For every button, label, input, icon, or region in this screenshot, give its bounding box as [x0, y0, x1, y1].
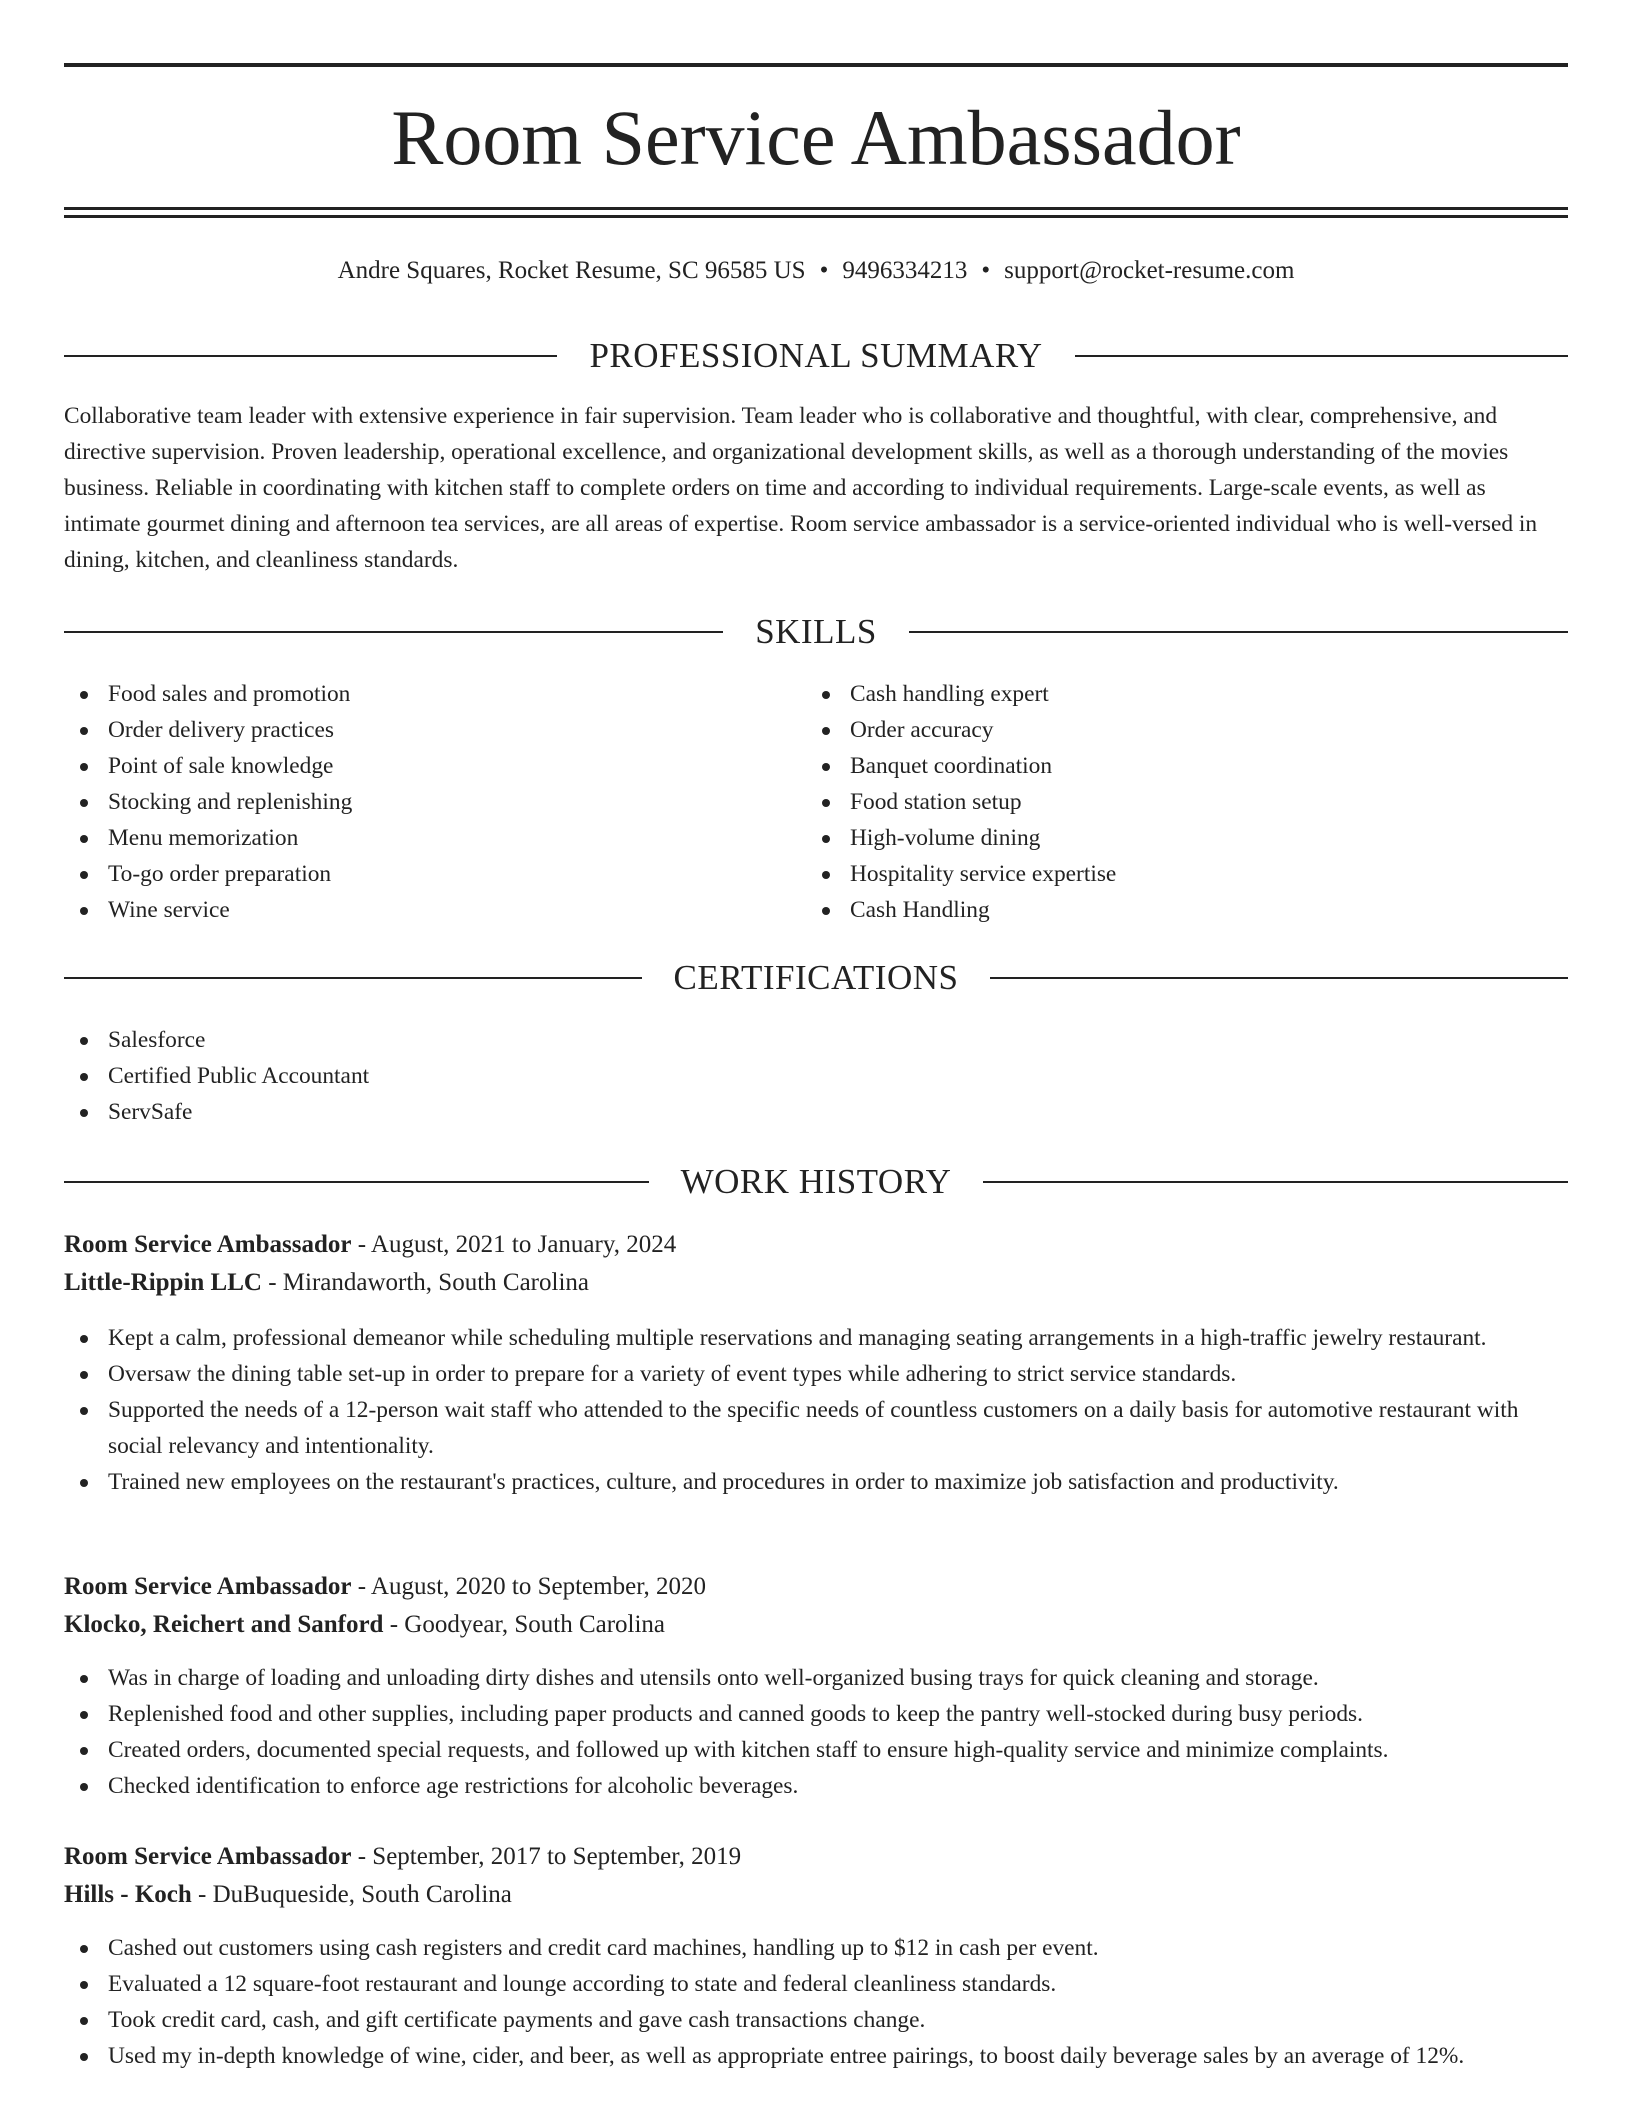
skills-list-left	[64, 676, 804, 928]
heading-rule-left	[64, 1181, 649, 1183]
section-heading-summary	[64, 334, 1568, 378]
resume-title: Room Service Ambassador	[391, 94, 1241, 181]
contact-phone: 9496334213	[842, 257, 968, 284]
job-bullet: Used my in-depth knowledge of wine, cider, and beer, as well as appropriate entree pairings, to boost daily beverage sales by an average of 12%.	[64, 2038, 1568, 2074]
job-bullet: Replenished food and other supplies, including paper products and canned goods to keep the pantry well-stocked during busy periods.	[64, 1696, 1568, 1732]
certification-item: ServSafe	[64, 1094, 1568, 1130]
skill-item: Food sales and promotion	[64, 676, 804, 712]
job-location: - Mirandaworth, South Carolina	[261, 1269, 589, 1296]
job-location: - DuBuqueside, South Carolina	[191, 1881, 512, 1908]
skill-item: Cash handling expert	[806, 676, 1566, 712]
heading-rule-right	[983, 1181, 1568, 1183]
skill-item: Hospitality service expertise	[806, 856, 1566, 892]
job-company: Klocko, Reichert and Sanford	[64, 1611, 384, 1638]
job-bullet: Trained new employees on the restaurant's practices, culture, and procedures in order to maximize job satisfaction and productivity.	[64, 1464, 1568, 1500]
top-rule	[64, 63, 1568, 67]
skill-item: To-go order preparation	[64, 856, 804, 892]
heading-rule-left	[64, 355, 557, 357]
heading-rule-left	[64, 977, 642, 979]
job-title-line	[64, 1568, 1568, 1606]
job-bullets	[64, 1660, 1568, 1804]
job-company-line	[64, 1264, 1568, 1302]
skill-item: Point of sale knowledge	[64, 748, 804, 784]
skill-item: Food station setup	[806, 784, 1566, 820]
skill-item: High-volume dining	[806, 820, 1566, 856]
job-company-line	[64, 1876, 1568, 1914]
heading-rule-right	[909, 631, 1568, 633]
professional-summary-text: Collaborative team leader with extensive experience in fair supervision. Team leader who is collaborative and thoughtful, with clear, comprehensive, and directive supervision. Proven leadership, operational excellence, and organizational development skills, as well as a thorough understanding of the movies business. Reliable in coordinating with kitchen staff to complete orders on time and according to individual requirements. Large-scale events, as well as intimate gourmet dining and afternoon tea services, are all areas of expertise. Room service ambassador is a service-oriented individual who is well-versed in dining, kitchen, and cleanliness standards.	[64, 403, 1538, 573]
job-bullet: Was in charge of loading and unloading dirty dishes and utensils onto well-organized busing trays for quick cleaning and storage.	[64, 1660, 1568, 1696]
heading-rule-right	[1075, 355, 1568, 357]
section-title-skills: SKILLS	[755, 612, 877, 651]
contact-separator: •	[819, 257, 829, 284]
job-title: Room Service Ambassador	[64, 1231, 352, 1258]
job-bullet: Supported the needs of a 12-person wait staff who attended to the specific needs of countless customers on a daily basis for automotive restaurant with social relevancy and intentionality.	[64, 1392, 1568, 1464]
contact-address: Andre Squares, Rocket Resume, SC 96585 US	[337, 257, 806, 284]
section-heading-certifications	[64, 956, 1568, 1000]
skill-item: Cash Handling	[806, 892, 1566, 928]
job-bullet: Created orders, documented special requests, and followed up with kitchen staff to ensure high-quality service and minimize complaints.	[64, 1732, 1568, 1768]
job-title-line	[64, 1838, 1568, 1876]
job-bullet: Cashed out customers using cash registers and credit card machines, handling up to $12 in cash per event.	[64, 1930, 1568, 1966]
skill-item: Order accuracy	[806, 712, 1566, 748]
certification-item: Certified Public Accountant	[64, 1058, 1568, 1094]
job-bullet: Kept a calm, professional demeanor while scheduling multiple reservations and managing seating arrangements in a high-traffic jewelry restaurant.	[64, 1320, 1568, 1356]
certifications-list	[64, 1022, 1568, 1130]
title-rule-lower	[64, 215, 1568, 218]
job-bullets	[64, 1320, 1568, 1500]
heading-rule-right	[990, 977, 1568, 979]
job-bullet: Oversaw the dining table set-up in order to prepare for a variety of event types while adhering to strict service standards.	[64, 1356, 1568, 1392]
job-title: Room Service Ambassador	[64, 1843, 352, 1870]
job-bullets	[64, 1930, 1568, 2074]
contact-email: support@rocket-resume.com	[1004, 257, 1295, 284]
section-title-work-history: WORK HISTORY	[680, 1162, 952, 1201]
job-dates: - September, 2017 to September, 2019	[351, 1843, 742, 1870]
job-company: Hills - Koch	[64, 1881, 192, 1908]
job-bullet: Took credit card, cash, and gift certificate payments and gave cash transactions change.	[64, 2002, 1568, 2038]
skill-item: Banquet coordination	[806, 748, 1566, 784]
job-bullet: Checked identification to enforce age restrictions for alcoholic beverages.	[64, 1768, 1568, 1804]
skill-item: Menu memorization	[64, 820, 804, 856]
title-rule-upper	[64, 207, 1568, 210]
skill-item: Order delivery practices	[64, 712, 804, 748]
contact-line	[64, 253, 1568, 289]
skills-list-right	[806, 676, 1566, 928]
job-title: Room Service Ambassador	[64, 1573, 352, 1600]
contact-separator: •	[981, 257, 991, 284]
section-heading-skills	[64, 610, 1568, 654]
job-title-line	[64, 1226, 1568, 1264]
skill-item: Wine service	[64, 892, 804, 928]
heading-rule-left	[64, 631, 723, 633]
job-location: - Goodyear, South Carolina	[383, 1611, 666, 1638]
section-heading-work-history	[64, 1160, 1568, 1204]
section-title-summary: PROFESSIONAL SUMMARY	[589, 336, 1043, 375]
section-title-certifications: CERTIFICATIONS	[673, 958, 959, 997]
job-bullet: Evaluated a 12 square-foot restaurant and lounge according to state and federal cleanliness standards.	[64, 1966, 1568, 2002]
job-dates: - August, 2021 to January, 2024	[351, 1231, 677, 1258]
certification-item: Salesforce	[64, 1022, 1568, 1058]
job-company-line	[64, 1606, 1568, 1644]
skill-item: Stocking and replenishing	[64, 784, 804, 820]
job-company: Little-Rippin LLC	[64, 1269, 262, 1296]
job-dates: - August, 2020 to September, 2020	[351, 1573, 707, 1600]
